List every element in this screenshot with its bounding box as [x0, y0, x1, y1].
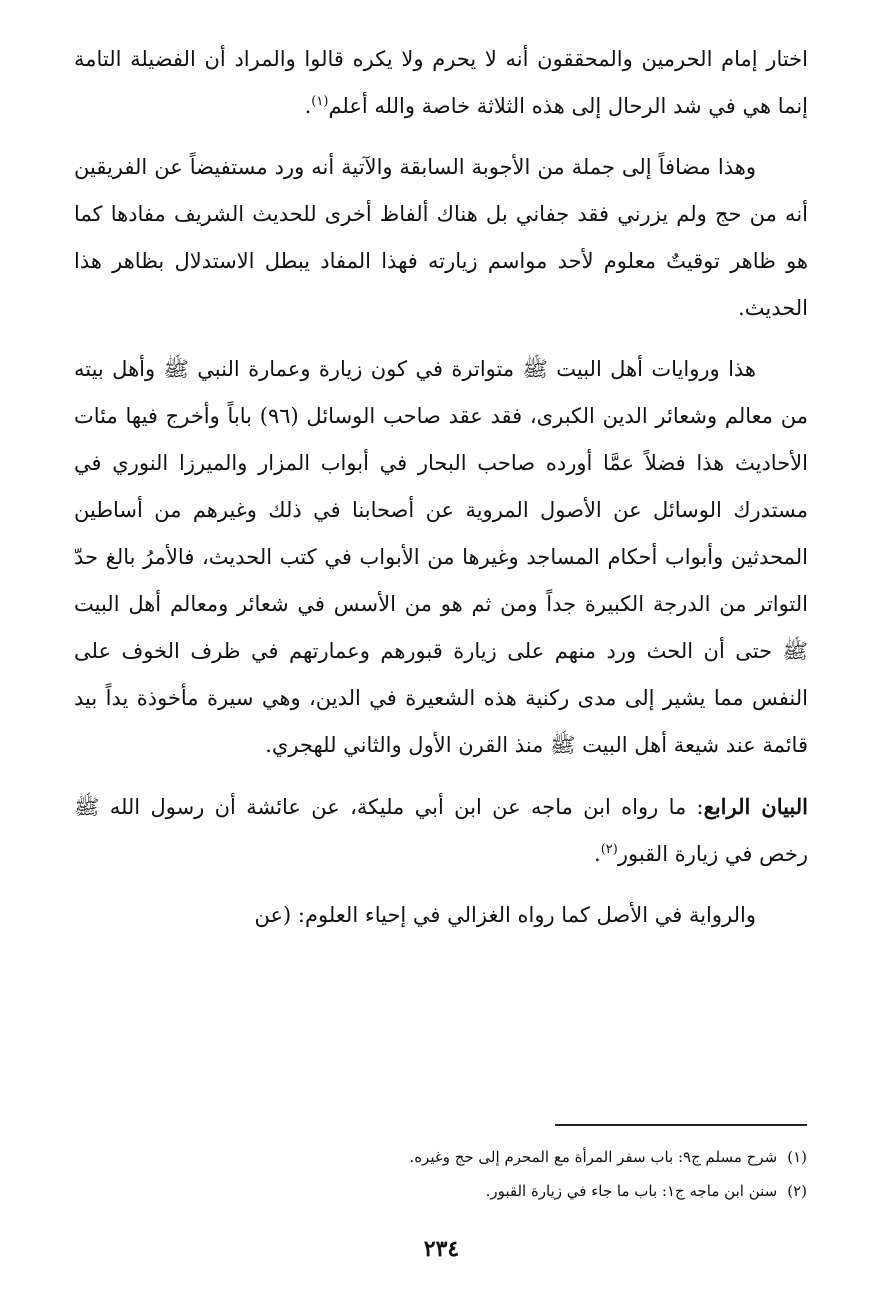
paragraph-5 [74, 892, 808, 939]
footnote-ref-1[interactable]: (١) [311, 94, 329, 109]
paragraph-1 [74, 36, 808, 130]
footnote-2-number: (٢) [787, 1182, 807, 1200]
paragraph-1-end: . [304, 94, 312, 118]
paragraph-2-text: وهذا مضافاً إلى جملة من الأجوبة السابقة والآتية أنه ورد مستفيضاً عن الفريقين أنه من حج ولم يزرني فقد جفاني بل هناك ألفاظ أخرى للحديث الشريف مفادها كما هو ظاهر توقيتٌ معلوم لأحد مواسم زيارته فهذا المفاد يبطل الاستدلال بظاهر هذا الحديث. [74, 155, 808, 320]
page-number: ٢٣٤ [423, 1236, 460, 1262]
paragraph-4-end: . [594, 842, 601, 866]
footnote-2 [73, 1174, 807, 1208]
footnote-2-text: سنن ابن ماجه ج١: باب ما جاء في زيارة القبور. [485, 1182, 778, 1200]
footnote-1 [73, 1140, 807, 1174]
footnote-1-text: شرح مسلم ج٩: باب سفر المرأة مع المحرم إلى حج وغيره. [409, 1148, 778, 1166]
paragraph-4 [74, 783, 808, 878]
paragraph-5-text: والرواية في الأصل كما رواه الغزالي في إحياء العلوم: (عن [254, 903, 756, 927]
footnote-separator [555, 1124, 807, 1126]
footnote-1-number: (١) [787, 1148, 807, 1166]
paragraph-2 [74, 144, 808, 332]
footnotes [73, 1140, 807, 1208]
paragraph-4-text: : ما رواه ابن ماجه عن ابن أبي مليكة، عن عائشة أن رسول الله ﷺ رخص في زيارة القبور [74, 795, 808, 866]
main-text [74, 36, 808, 953]
paragraph-4-lead: البيان الرابع [703, 794, 809, 819]
paragraph-3-text: هذا وروايات أهل البيت ﷺ متواترة في كون زيارة وعمارة النبي ﷺ وأهل بيته من معالم وشعائر الدين الكبرى، فقد عقد صاحب الوسائل (٩٦) باباً وأخرج فيها مئات الأحاديث هذا فضلاً عمَّا أورده صاحب البحار في أبواب المزار والميرزا النوري في مستدرك الوسائل عن الأصول المروية عن أصحابنا في ذلك وغيرهم من أساطين المحدثين وأبواب أحكام المساجد وغيرها من الأبواب في كتب الحديث، فالأمرُ بالغ حدّ التواتر من الدرجة الكبيرة جداً ومن ثم هو من الأسس في شعائر ومعالم أهل البيت ﷺ حتى أن الحث ورد منهم على زيارة قبورهم وعمارتهم في ظرف الخوف على النفس مما يشير إلى مدى ركنية هذه الشعيرة في الدين، وهي سيرة مأخوذة يداً بيد قائمة عند شيعة أهل البيت ﷺ منذ القرن الأول والثاني للهجري. [74, 357, 808, 757]
paragraph-1-text: اختار إمام الحرمين والمحققون أنه لا يحرم ولا يكره قالوا والمراد أن الفضيلة التامة إنما هي في شد الرحال إلى هذه الثلاثة خاصة والله أعلم [74, 47, 808, 118]
footnote-ref-2[interactable]: (٢) [600, 842, 618, 857]
paragraph-3 [74, 346, 808, 769]
